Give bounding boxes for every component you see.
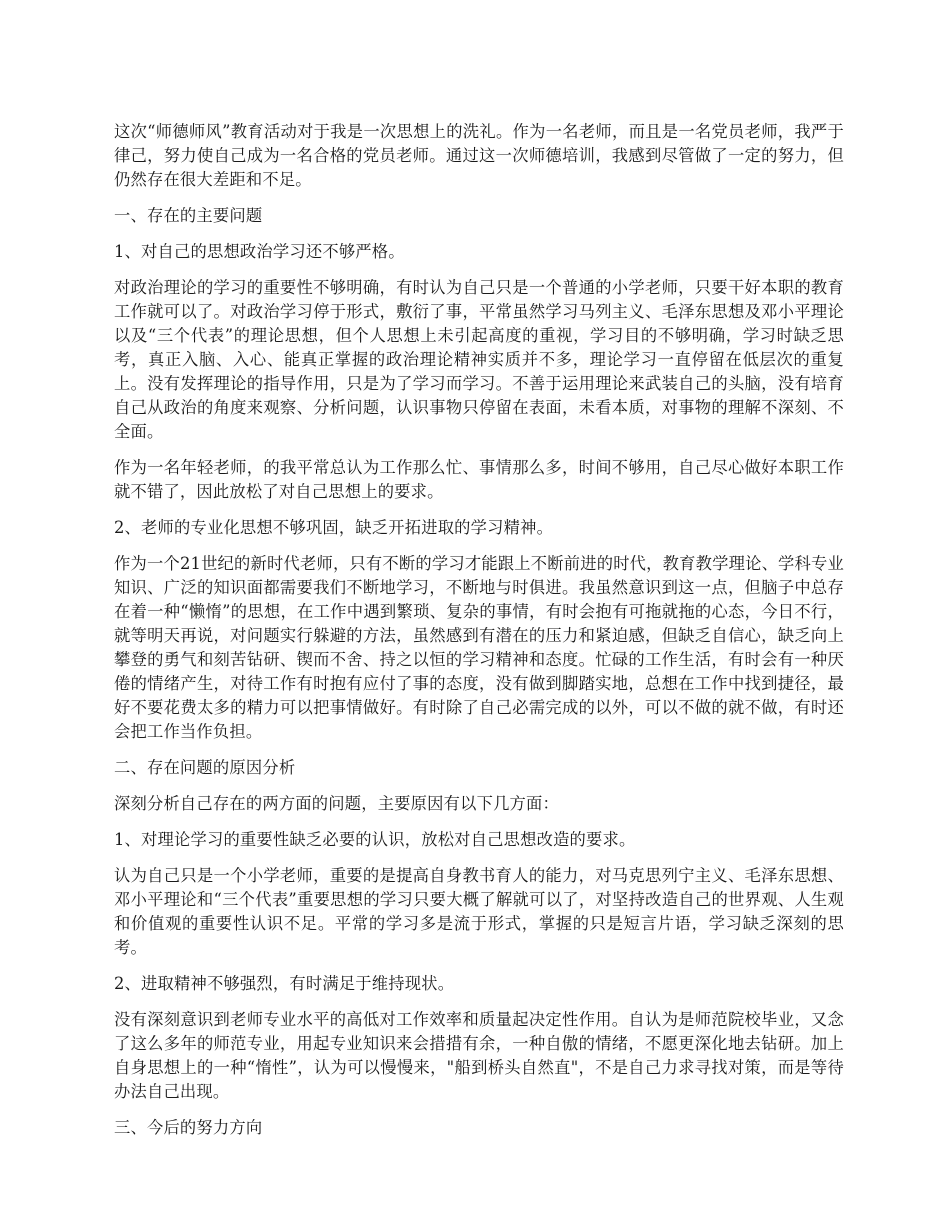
- subheading-professional-thinking: 2、老师的专业化思想不够巩固，缺乏开拓进取的学习精神。: [114, 518, 554, 537]
- subheading-enterprising-spirit: 2、进取精神不够强烈，有时满足于维持现状。: [114, 974, 455, 993]
- paragraph-theory-importance: 认为自己只是一个小学老师，重要的是提高自身教书育人的能力，对马克思列宁主义、毛泽东思想、邓小平理论和“三个代表”重要思想的学习只要大概了解就可以了，对坚持改造自己的世界观、人生观和价值观的重要性认识不足。平常的学习多是流于形式，掌握的只是短言片语，学习缺乏深刻的思考。: [114, 866, 844, 957]
- heading-future-direction: 三、今后的努力方向: [114, 1118, 263, 1137]
- paragraph-professional-thinking: 作为一个21世纪的新时代老师，只有不断的学习才能跟上不断前进的时代，教育教学理论、学科专业知识、广泛的知识面都需要我们不断地学习，不断地与时俱进。我虽然意识到这一点，但脑子中总存在着一种“懒惰”的思想，在工作中遇到繁琐、复杂的事情，有时会抱有可拖就拖的心态，今日不行，就等明天再说，对问题实行躲避的方法，虽然感到有潜在的压力和紧迫感，但缺乏自信心，缺乏向上攀登的勇气和刻苦钻研、锲而不舍、持之以恒的学习精神和态度。忙碌的工作生活，有时会有一种厌倦的情绪产生，对待工作有时抱有应付了事的态度，没有做到脚踏实地，总想在工作中找到捷径，最好不要花费太多的精力可以把事情做好。有时除了自己必需完成的以外，可以不做的就不做，有时还会把工作当作负担。: [114, 554, 844, 741]
- paragraph-young-teacher: 作为一名年轻老师，的我平常总认为工作那么忙、事情那么多，时间不够用，自己尽心做好本职工作就不错了，因此放松了对自己思想上的要求。: [114, 458, 844, 501]
- paragraph-intro: 这次“师德师风”教育活动对于我是一次思想上的洗礼。作为一名老师，而且是一名党员老师，我严于律己，努力使自己成为一名合格的党员老师。通过这一次师德培训，我感到尽管做了一定的努力，但仍然存在很大差距和不足。: [114, 122, 844, 189]
- paragraph-enterprising-spirit: 没有深刻意识到老师专业水平的高低对工作效率和质量起决定性作用。自认为是师范院校毕业，又念了这么多年的师范专业，用起专业知识来会措措有余，一种自傲的情绪，不愿更深化地去钻研。加上自身思想上的一种“惰性”，认为可以慢慢来，"船到桥头自然直"，不是自己力求寻找对策，而是等待办法自己出现。: [114, 1010, 844, 1101]
- paragraph-cause-intro: 深刻分析自己存在的两方面的问题，主要原因有以下几方面：: [114, 794, 559, 813]
- paragraph-political-study: 对政治理论的学习的重要性不够明确，有时认为自己只是一个普通的小学老师，只要干好本职的教育工作就可以了。对政治学习停于形式，敷衍了事，平常虽然学习马列主义、毛泽东思想及邓小平理论以及“三个代表”的理论思想，但个人思想上未引起高度的重视，学习目的不够明确，学习时缺乏思考，真正入脑、入心、能真正掌握的政治理论精神实质并不多，理论学习一直停留在低层次的重复上。没有发挥理论的指导作用，只是为了学习而学习。不善于运用理论来武装自己的头脑，没有培育自己从政治的角度来观察、分析问题，认识事物只停留在表面，未看本质，对事物的理解不深刻、不全面。: [114, 278, 844, 441]
- heading-cause-analysis: 二、存在问题的原因分析: [114, 758, 296, 777]
- document-body: [114, 120, 844, 1152]
- heading-main-problems: 一、存在的主要问题: [114, 206, 263, 225]
- subheading-political-study: 1、对自己的思想政治学习还不够严格。: [114, 242, 405, 261]
- subheading-theory-importance: 1、对理论学习的重要性缺乏必要的认识，放松对自己思想改造的要求。: [114, 830, 636, 849]
